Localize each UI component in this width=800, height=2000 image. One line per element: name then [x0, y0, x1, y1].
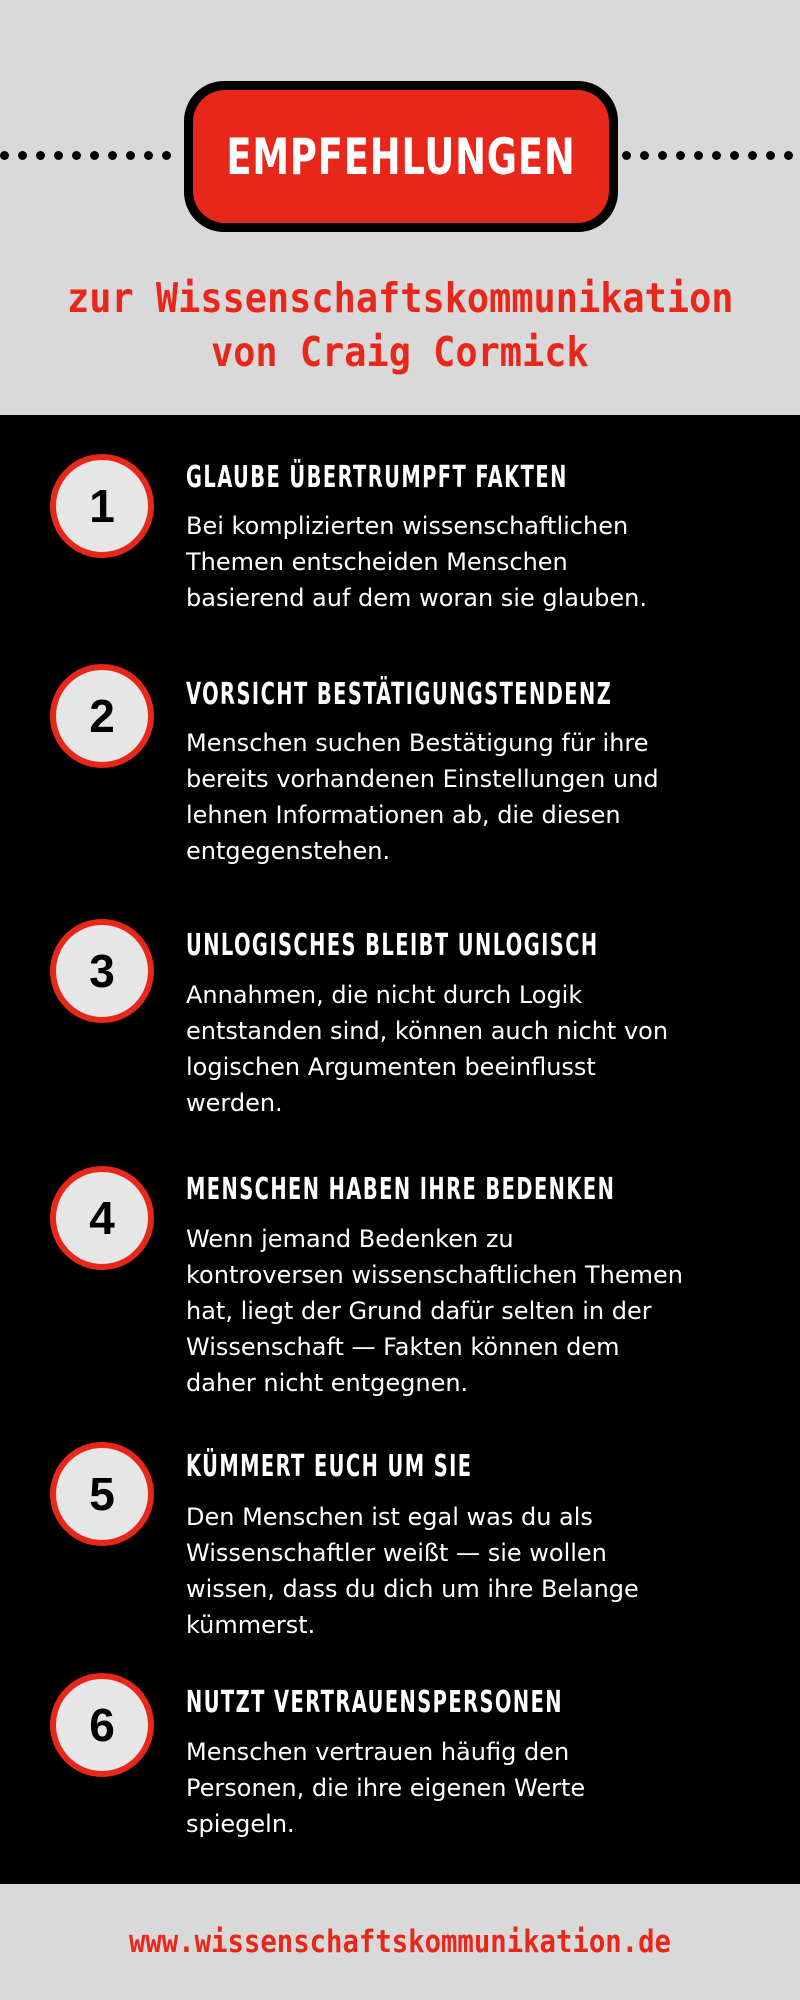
dot: [162, 151, 171, 160]
dot: [0, 151, 9, 160]
item-text-line: Wissenschaft — Fakten können dem: [186, 1333, 620, 1361]
item-text: [186, 1221, 766, 1401]
item-title: NUTZT VERTRAUENSPERSONEN: [186, 1685, 563, 1720]
item-title: GLAUBE ÜBERTRUMPFT FAKTEN: [186, 460, 568, 495]
dot: [108, 151, 117, 160]
page-title: EMPFEHLUNGEN: [226, 127, 576, 186]
dot: [144, 151, 153, 160]
number-circle: [50, 1166, 154, 1270]
dotted-line-left: [0, 151, 178, 161]
item-text-line: bereits vorhandenen Einstellungen und: [186, 765, 659, 793]
dot: [72, 151, 81, 160]
dot: [640, 151, 649, 160]
dot: [712, 151, 721, 160]
footer-panel: [0, 1884, 800, 2000]
subtitle-text-2: von Craig Cormick: [211, 328, 589, 376]
dotted-line-right: [622, 151, 800, 161]
dot: [36, 151, 45, 160]
number-circle: [50, 1673, 154, 1777]
title-badge: [193, 90, 609, 223]
item-title: KÜMMERT EUCH UM SIE: [186, 1449, 473, 1484]
item-text-line: werden.: [186, 1089, 283, 1117]
item-number: 6: [89, 1699, 115, 1751]
item-text: [186, 508, 766, 616]
item-text-line: Menschen vertrauen häufig den: [186, 1738, 570, 1766]
item-text-line: hat, liegt der Grund dafür selten in der: [186, 1297, 652, 1325]
item-text-line: entstanden sind, können auch nicht von: [186, 1017, 669, 1045]
number-circle: [50, 454, 154, 558]
item-text-line: Themen entscheiden Menschen: [186, 548, 568, 576]
item-text-line: basierend auf dem woran sie glauben.: [186, 584, 648, 612]
footer-url: www.wissenschaftskommunikation.de: [129, 1924, 671, 1960]
subtitle-line-1: [0, 272, 800, 324]
dot: [766, 151, 775, 160]
item-text-line: spiegeln.: [186, 1810, 295, 1838]
dot: [748, 151, 757, 160]
item-text-line: entgegenstehen.: [186, 837, 391, 865]
dot: [18, 151, 27, 160]
subtitle-text-1: zur Wissenschaftskommunikation: [66, 274, 734, 322]
dot: [54, 151, 63, 160]
item-title: MENSCHEN HABEN IHRE BEDENKEN: [186, 1172, 616, 1207]
dot: [658, 151, 667, 160]
item-number: 2: [89, 690, 115, 742]
item-text: [186, 977, 766, 1121]
item-number: 4: [89, 1192, 115, 1244]
item-text-line: lehnen Informationen ab, die diesen: [186, 801, 621, 829]
item-text-line: Annahmen, die nicht durch Logik: [186, 981, 583, 1009]
item-text: [186, 1499, 766, 1643]
item-text-line: Wenn jemand Bedenken zu: [186, 1225, 514, 1253]
subtitle-line-2: [0, 326, 800, 378]
dot: [126, 151, 135, 160]
dot: [90, 151, 99, 160]
dot: [676, 151, 685, 160]
number-circle: [50, 919, 154, 1023]
item-text-line: daher nicht entgegnen.: [186, 1369, 469, 1397]
item-text-line: Menschen suchen Bestätigung für ihre: [186, 729, 649, 757]
dot: [622, 151, 631, 160]
header-panel: [0, 0, 800, 415]
item-text-line: wissen, dass du dich um ihre Belange: [186, 1575, 639, 1603]
dot: [730, 151, 739, 160]
item-number: 1: [89, 480, 115, 532]
number-circle: [50, 1442, 154, 1546]
item-title: VORSICHT BESTÄTIGUNGSTENDENZ: [186, 677, 613, 712]
dot: [784, 151, 793, 160]
number-circle: [50, 664, 154, 768]
item-text-line: Wissenschaftler weißt — sie wollen: [186, 1539, 607, 1567]
item-number: 5: [89, 1468, 115, 1520]
item-text-line: Bei komplizierten wissenschaftlichen: [186, 512, 629, 540]
item-text-line: Den Menschen ist egal was du als: [186, 1503, 593, 1531]
item-text: [186, 1734, 766, 1842]
dot: [694, 151, 703, 160]
item-text-line: kümmerst.: [186, 1611, 316, 1639]
item-title: UNLOGISCHES BLEIBT UNLOGISCH: [186, 928, 599, 963]
item-text-line: logischen Argumenten beeinflusst: [186, 1053, 596, 1081]
item-number: 3: [89, 945, 115, 997]
item-text-line: Personen, die ihre eigenen Werte: [186, 1774, 586, 1802]
item-text: [186, 725, 766, 869]
item-text-line: kontroversen wissenschaftlichen Themen: [186, 1261, 683, 1289]
